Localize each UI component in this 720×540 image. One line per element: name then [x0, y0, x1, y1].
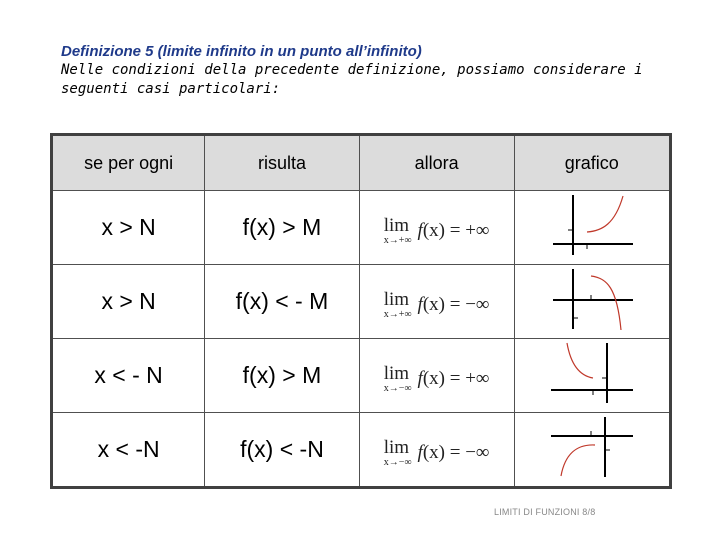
limit-formula [384, 364, 490, 394]
definition-title: Definizione 5 (limite infinito in un punto all’infinito) [61, 43, 422, 60]
limit-cell [359, 265, 514, 339]
lim-value: +∞ [465, 219, 490, 241]
condition-cell: x < - N [52, 339, 205, 413]
lim-word: lim [383, 214, 410, 236]
curve-falling-to-minus-infinity-icon [547, 266, 637, 332]
limit-formula [384, 216, 490, 246]
table-row [52, 413, 671, 488]
table-header-row [52, 135, 671, 191]
result-cell: f(x) < - M [205, 265, 359, 339]
limit-formula [384, 438, 490, 468]
result-cell: f(x) > M [205, 339, 359, 413]
intro-line-1: Nelle condizioni della precedente definizione, possiamo considerare i [61, 62, 643, 78]
graph-cell [514, 339, 671, 413]
lim-word: lim [383, 288, 410, 310]
intro-line-2: seguenti casi particolari: [61, 81, 281, 97]
limits-table [50, 133, 672, 489]
lim-argument: (x) = [422, 441, 466, 463]
lim-word: lim [383, 362, 410, 384]
curve-left-to-minus-infinity-icon [547, 414, 637, 480]
column-header-se-per-ogni: se per ogni [52, 135, 205, 191]
condition-cell: x < -N [52, 413, 205, 488]
column-header-allora: allora [359, 135, 514, 191]
table-row [52, 191, 671, 265]
lim-argument: (x) = [422, 367, 466, 389]
column-header-grafico: grafico [514, 135, 671, 191]
lim-function: f [417, 219, 423, 241]
condition-cell: x > N [52, 265, 205, 339]
lim-subscript: x→−∞ [383, 382, 412, 394]
lim-argument: (x) = [422, 219, 466, 241]
lim-value: +∞ [465, 367, 490, 389]
table-row [52, 339, 671, 413]
lim-value: −∞ [465, 441, 490, 463]
slide-footer: LIMITI DI FUNZIONI 8/8 [494, 507, 596, 517]
lim-function: f [417, 293, 423, 315]
lim-subscript: x→+∞ [383, 308, 412, 320]
result-cell: f(x) < -N [205, 413, 359, 488]
table-row [52, 265, 671, 339]
lim-function: f [417, 367, 423, 389]
lim-subscript: x→−∞ [383, 456, 412, 468]
limit-formula [384, 290, 490, 320]
condition-cell: x > N [52, 191, 205, 265]
curve-left-to-plus-infinity-icon [547, 340, 637, 406]
column-header-risulta: risulta [205, 135, 359, 191]
limit-cell [359, 413, 514, 488]
lim-value: −∞ [465, 293, 490, 315]
graph-cell [514, 413, 671, 488]
graph-cell [514, 191, 671, 265]
lim-function: f [417, 441, 423, 463]
graph-cell [514, 265, 671, 339]
limit-cell [359, 339, 514, 413]
lim-argument: (x) = [422, 293, 466, 315]
lim-subscript: x→+∞ [383, 234, 412, 246]
slide-header [61, 42, 701, 99]
result-cell: f(x) > M [205, 191, 359, 265]
curve-rising-to-plus-infinity-icon [547, 192, 637, 258]
limit-cell [359, 191, 514, 265]
lim-word: lim [383, 436, 410, 458]
